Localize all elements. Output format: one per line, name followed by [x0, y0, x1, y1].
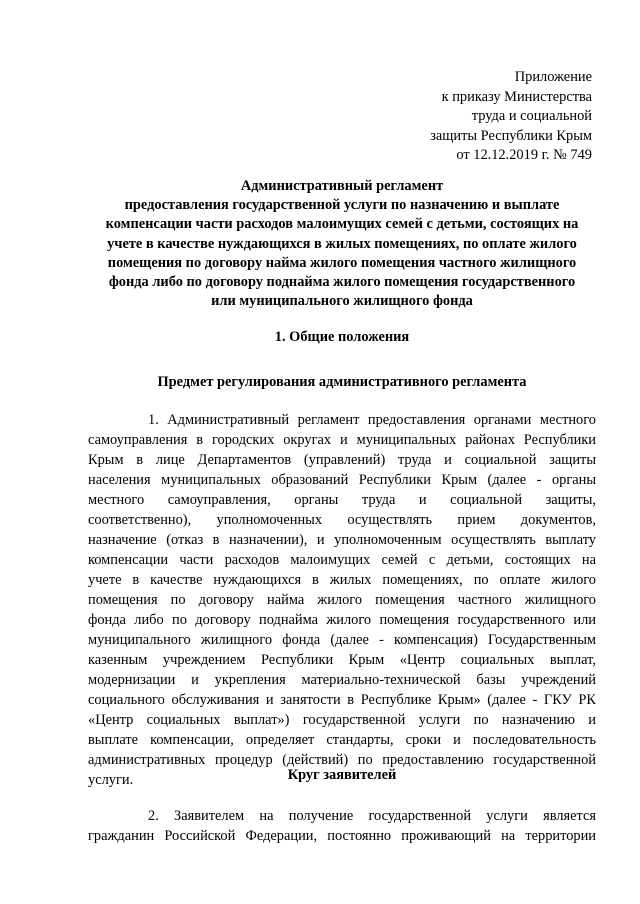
section-heading: 1. Общие положения: [274, 329, 410, 345]
subsection-heading: Предмет регулирования административного регламента: [157, 374, 527, 390]
appendix-line: защиты Республики Крым: [430, 127, 592, 144]
title-line: Административный регламент: [240, 178, 444, 194]
appendix-line: Приложение: [514, 69, 592, 85]
paragraph-1: [88, 410, 596, 790]
appendix-line: к приказу Министерства: [441, 88, 592, 105]
paragraph-line: Крым в лице Департаментов (управлений) труда и социальной защиты: [88, 452, 596, 468]
paragraph-line: казенным учреждением Республики Крым «Центр социальных выплат,: [88, 652, 596, 668]
title-line: помещения по договору найма жилого помещения частного жилищного: [107, 254, 577, 271]
paragraph-line: самоуправления в городских округах и муниципальных районах Республики: [88, 432, 596, 448]
title-line: фонда либо по договору поднайма жилого помещения государственного: [108, 274, 576, 291]
paragraph-line: выплате компенсации, определяет стандарты, сроки и последовательность: [88, 732, 596, 748]
paragraph-line: муниципального жилищного фонда (далее - компенсация) Государственным: [88, 632, 596, 648]
appendix-line: труда и социальной: [471, 108, 592, 124]
paragraph-line: помещения по договору найма жилого помещения частного жилищного: [88, 592, 596, 608]
title-line: учете в качестве нуждающихся в жилых помещениях, по оплате жилого: [107, 235, 577, 252]
paragraph-line: социального обслуживания и занятости в Республике Крым» (далее - ГКУ РК: [88, 692, 596, 708]
paragraph-line: административных процедур (действий) по предоставлению государственной: [88, 752, 596, 768]
appendix-date-line: от 12.12.2019 г. № 749: [456, 147, 592, 163]
title-line: компенсации части расходов малоимущих семей с детьми, состоящих на: [105, 216, 579, 233]
paragraph-line: 1. Административный регламент предоставления органами местного: [148, 412, 596, 428]
paragraph-line: фонда либо по договору поднайма жилого помещения государственного или: [88, 612, 596, 628]
paragraph-line: «Центр социальных выплат») государственной услуги по назначению и: [88, 712, 596, 728]
paragraph-line: гражданин Российской Федерации, постоянно проживающий на территории: [88, 828, 596, 844]
title-line: или муниципального жилищного фонда: [211, 293, 473, 310]
paragraph-line: назначение (отказ в назначении), и уполномоченным осуществлять выплату: [88, 532, 596, 548]
paragraph-line: модернизации и укрепления материально-технической базы учреждений: [88, 672, 596, 688]
paragraph-line: населения муниципальных образований Республики Крым (далее - органы: [88, 472, 596, 488]
paragraph-line: местного самоуправления, органы труда и социальной защиты,: [88, 492, 596, 508]
document-title: [88, 177, 596, 311]
title-line: предоставления государственной услуги по назначению и выплате: [124, 197, 560, 214]
appendix-block: [352, 68, 592, 166]
paragraph-line: компенсации части расходов малоимущих семей с детьми, состоящих на: [88, 552, 596, 568]
paragraph-line: учете в качестве нуждающихся в жилых помещениях, по оплате жилого: [88, 572, 596, 588]
subsection-heading: Круг заявителей: [287, 767, 397, 783]
paragraph-line: 2. Заявителем на получение государственной услуги является: [148, 808, 596, 824]
paragraph-2: [88, 806, 596, 846]
paragraph-line: соответственно), уполномоченных осуществлять прием документов,: [88, 512, 596, 528]
paragraph-line: услуги.: [88, 772, 134, 788]
